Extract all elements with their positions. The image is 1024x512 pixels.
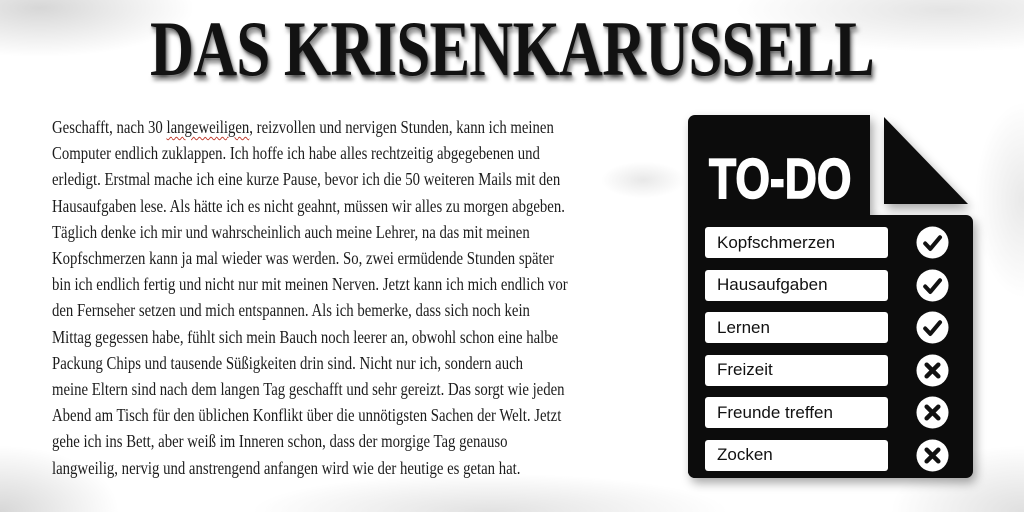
page-title: DAS KRISENKARUSSELL (150, 5, 874, 92)
story-line (52, 114, 568, 140)
todo-item-label: Kopfschmerzen (717, 232, 836, 252)
cross-icon (916, 396, 949, 429)
story-line: Mittag gegessen habe, fühlt sich mein Bauch noch leerer an, obwohl schon eine halbe (52, 326, 559, 347)
story-line: Computer endlich zuklappen. Ich hoffe ich habe alles rechtzeitig abgegebenen und (52, 143, 540, 164)
todo-item-label-box (705, 270, 888, 301)
todo-item-label-box (705, 227, 888, 258)
todo-row (705, 227, 949, 258)
story-line: langweilig, nervig und anstrengend anfangen wird wie der heutige es getan hat. (52, 457, 521, 478)
cross-icon (916, 439, 949, 472)
todo-item-label: Zocken (717, 445, 773, 464)
todo-item-label: Lernen (717, 317, 770, 337)
story-line: erledigt. Erstmal mache ich eine kurze Pause, bevor ich die 50 weiteren Mails mit den (52, 169, 561, 190)
todo-row (705, 355, 949, 386)
todo-row (705, 397, 949, 428)
story-line: bin ich endlich fertig und nicht nur mit meinen Nerven. Jetzt kann ich mich endlich vor (52, 274, 568, 295)
todo-row (705, 270, 949, 301)
todo-item-label-box (705, 312, 888, 343)
todo-list-title: TO-DO (709, 147, 852, 211)
check-icon (916, 311, 949, 344)
todo-item-label-box (705, 440, 888, 471)
story-paragraph (52, 114, 568, 481)
story-line: Packung Chips und tausende Süßigkeiten drin sind. Nicht nur ich, sondern auch (52, 352, 524, 373)
todo-card (688, 115, 973, 478)
todo-item-label-box (705, 397, 888, 428)
story-line: Abend am Tisch für den üblichen Konflikt über die unnötigsten Sachen der Welt. Jetzt (52, 405, 562, 426)
check-icon (916, 269, 949, 302)
story-line: Täglich denke ich mir und wahrscheinlich auch meine Lehrer, na das mit meinen (52, 221, 530, 242)
story-line: meine Eltern sind nach dem langen Tag geschafft und sehr gereizt. Das sorgt wie jeden (52, 379, 565, 400)
todo-row (705, 312, 949, 343)
story-line: Hausaufgaben lese. Als hätte ich es nicht geahnt, müssen wir alles zu morgen abgeben. (52, 195, 565, 216)
check-icon (916, 226, 949, 259)
misspelled-word: langeweiligen (166, 117, 250, 137)
todo-item-label: Hausaufgaben (717, 275, 828, 294)
story-line: gehe ich ins Bett, aber weiß im Inneren schon, dass der morgige Tag genauso (52, 431, 508, 452)
story-text: , reizvollen und nervigen Stunden, kann ich meinen (249, 117, 554, 137)
folded-corner-icon (884, 117, 968, 204)
todo-row (705, 440, 949, 471)
story-line: Kopfschmerzen kann ja mal wieder was werden. So, zwei ermüdende Stunden später (52, 248, 555, 269)
cross-icon (916, 354, 949, 387)
todo-item-label-box (705, 355, 888, 386)
story-line: den Fernseher setzen und mich entspannen. Als ich bemerke, dass sich noch kein (52, 300, 530, 321)
todo-item-label: Freunde treffen (717, 402, 833, 422)
todo-item-label: Freizeit (717, 360, 773, 379)
todo-list (705, 227, 949, 482)
story-text: Geschafft, nach 30 (52, 117, 167, 137)
